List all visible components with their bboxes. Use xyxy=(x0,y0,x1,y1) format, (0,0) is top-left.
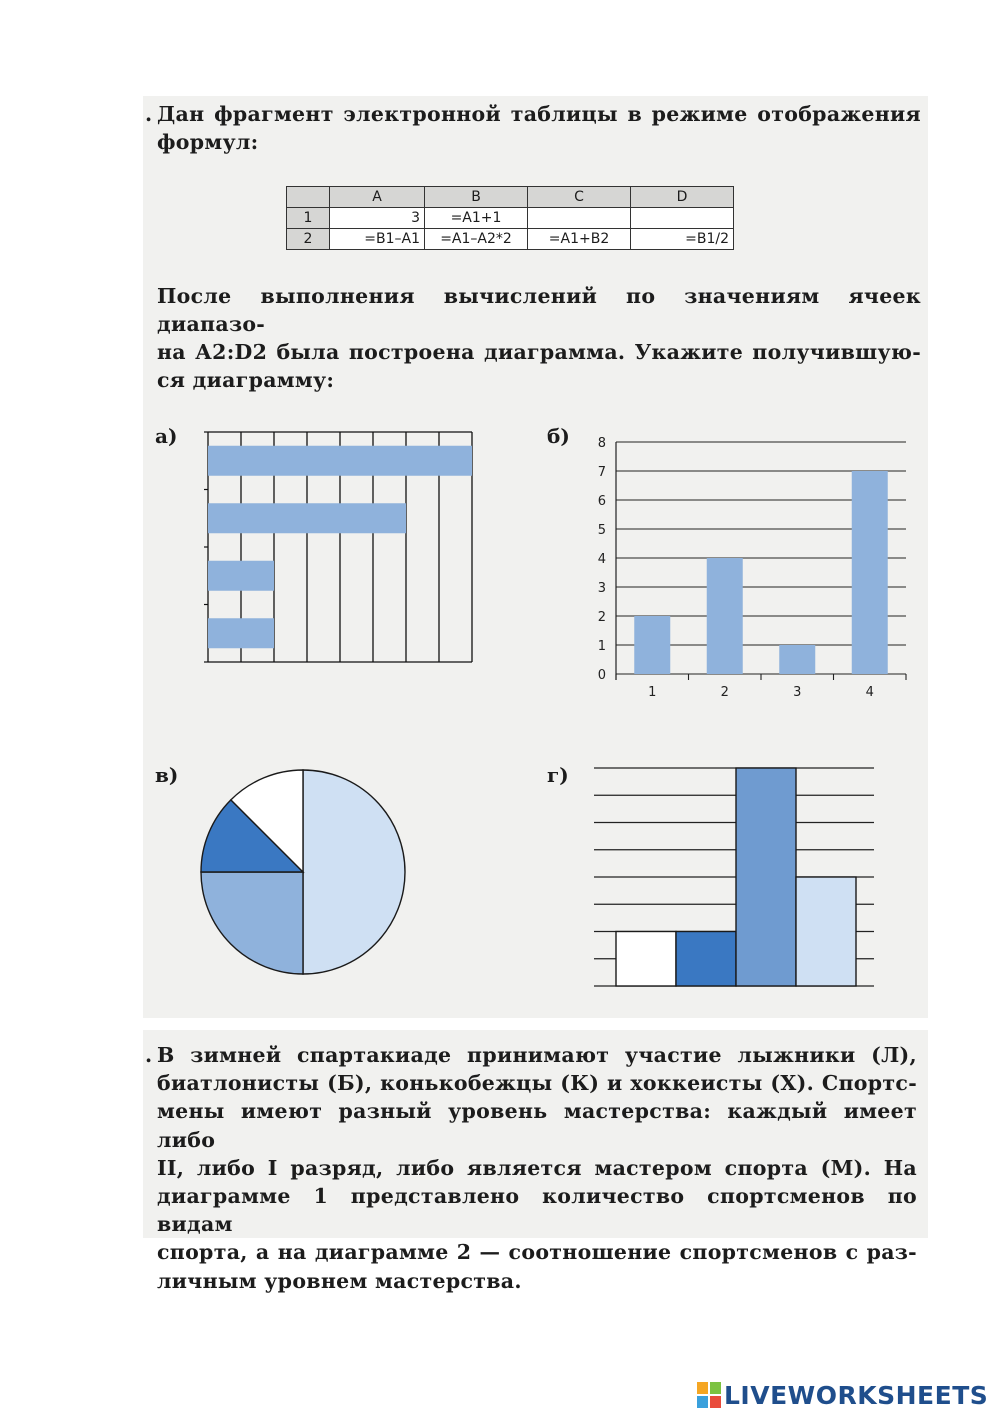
sheet-row-2 xyxy=(287,229,734,250)
bar xyxy=(616,932,676,987)
y-tick-label: 7 xyxy=(597,465,606,480)
cell-c2: =A1+B2 xyxy=(528,229,631,250)
option-v-label[interactable]: в) xyxy=(155,763,179,787)
row-header-1: 1 xyxy=(287,208,330,229)
bar xyxy=(852,471,888,674)
task2-text xyxy=(145,1041,917,1295)
bar xyxy=(707,558,743,674)
cell-b1: =A1+1 xyxy=(425,208,528,229)
pie-slice xyxy=(201,872,303,974)
y-tick-label: 1 xyxy=(597,639,606,654)
cell-a1: 3 xyxy=(330,208,425,229)
x-tick-label: 4 xyxy=(865,685,874,700)
col-header-b: B xyxy=(425,187,528,208)
y-tick-label: 6 xyxy=(597,494,606,509)
y-tick-label: 2 xyxy=(597,610,606,625)
task2-line: В зимней спартакиаде принимают участие лыжники (Л), xyxy=(157,1043,917,1067)
bar xyxy=(208,446,472,476)
question-line-3: ся диаграмму: xyxy=(157,368,335,392)
y-tick-label: 4 xyxy=(597,552,606,567)
cell-c1 xyxy=(528,208,631,229)
liveworksheets-logo[interactable] xyxy=(696,1378,988,1412)
task2-line: мены имеют разный уровень мастерства: каждый имеет либо xyxy=(157,1099,917,1152)
task2-line: диаграмме 1 представлено количество спортсменов по видам xyxy=(157,1184,917,1237)
bar xyxy=(796,877,856,986)
sheet-row-1 xyxy=(287,208,734,229)
task1-intro xyxy=(145,100,921,156)
row-header-2: 2 xyxy=(287,229,330,250)
chart-g-column-chart[interactable] xyxy=(588,762,878,992)
sheet-corner xyxy=(287,187,330,208)
question-line-1: После выполнения вычислений по значениям ячеек диапазо- xyxy=(157,284,921,336)
option-b-label[interactable]: б) xyxy=(547,424,570,448)
y-tick-label: 3 xyxy=(597,581,606,596)
bar xyxy=(634,616,670,674)
cell-d2: =B1/2 xyxy=(631,229,734,250)
cell-a2: =B1–A1 xyxy=(330,229,425,250)
question-line-2: на А2:D2 была построена диаграмма. Укажите получившую- xyxy=(157,340,921,364)
x-tick-label: 3 xyxy=(793,685,802,700)
sheet-header-row xyxy=(287,187,734,208)
bar xyxy=(208,503,406,533)
bar xyxy=(676,932,736,987)
liveworksheets-logo-icon xyxy=(696,1381,722,1409)
col-header-a: A xyxy=(330,187,425,208)
y-tick-label: 0 xyxy=(597,668,606,683)
task2-line: спорта, а на диаграмме 2 — соотношение спортсменов с раз- xyxy=(157,1240,917,1265)
task2-line: биатлонисты (Б), конькобежцы (К) и хоккеисты (Х). Спортс- xyxy=(157,1071,917,1096)
x-tick-label: 2 xyxy=(720,685,729,700)
cell-b2: =A1–A2*2 xyxy=(425,229,528,250)
task1-lead-mark: . xyxy=(145,102,153,126)
y-tick-label: 8 xyxy=(597,436,606,451)
task2-line: II, либо I разряд, либо является мастером спорта (М). На xyxy=(157,1155,917,1180)
option-g-label[interactable]: г) xyxy=(547,763,569,787)
bar xyxy=(736,768,796,986)
y-tick-label: 5 xyxy=(597,523,606,538)
col-header-c: C xyxy=(528,187,631,208)
chart-v-pie-chart[interactable] xyxy=(195,762,415,982)
bar xyxy=(779,645,815,674)
col-header-d: D xyxy=(631,187,734,208)
task2-lead-mark: . xyxy=(145,1043,153,1067)
bar xyxy=(208,561,274,591)
option-a-label[interactable]: а) xyxy=(155,424,178,448)
chart-b-column-chart[interactable] xyxy=(588,432,910,704)
spreadsheet-fragment xyxy=(286,186,734,250)
cell-d1 xyxy=(631,208,734,229)
task1-question xyxy=(157,282,921,394)
task2-line: личным уровнем мастерства. xyxy=(157,1268,522,1293)
pie-slice xyxy=(303,770,405,974)
bar xyxy=(208,618,274,648)
chart-a-horizontal-bars[interactable] xyxy=(198,428,490,668)
liveworksheets-brand: LIVEWORKSHEETS xyxy=(724,1380,989,1410)
intro-line-1: Дан фрагмент электронной таблицы в режиме отображения xyxy=(157,102,921,126)
intro-line-2: формул: xyxy=(157,130,259,154)
x-tick-label: 1 xyxy=(648,685,657,700)
